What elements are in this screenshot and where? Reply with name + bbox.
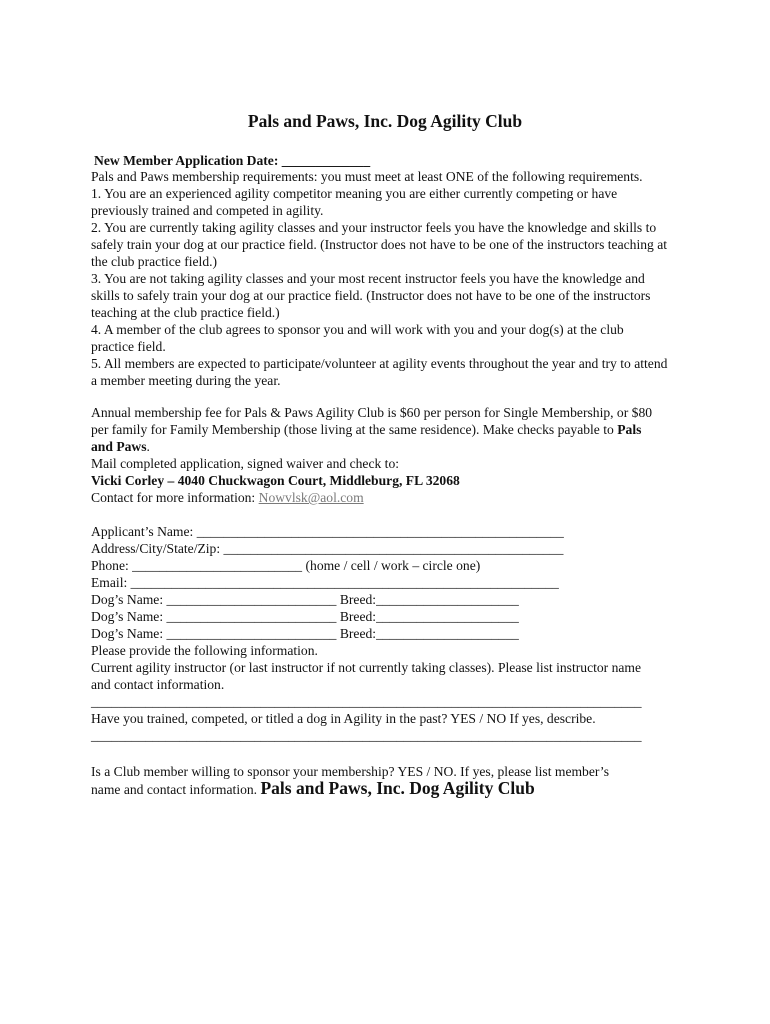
requirement-line: skills to safely train your dog at our practice field. (Instructor does not have to be one of the instructors xyxy=(91,288,651,303)
trained-answer-line[interactable]: _________________________________________________________________________________ xyxy=(91,728,642,743)
breed-field[interactable]: _____________________ xyxy=(376,609,519,624)
requirement-line: 2. You are currently taking agility classes and your instructor feels you have the knowledge and skills to xyxy=(91,220,657,235)
contact-label: Contact for more information: xyxy=(91,490,259,505)
requirement-line: 3. You are not taking agility classes and your most recent instructor feels you have the knowledge and xyxy=(91,271,645,286)
dog-name-label: Dog’s Name: xyxy=(91,609,167,624)
fee-line: Annual membership fee for Pals & Paws Agility Club is $60 per person for Single Membership, or $80 xyxy=(91,405,653,420)
club-name: Pals and Paws, Inc. Dog Agility Club xyxy=(260,778,535,798)
instructor-prompt: Current agility instructor (or last instructor if not currently taking classes). Please list instructor name xyxy=(91,660,642,675)
fee-line xyxy=(91,421,641,438)
fee-line xyxy=(91,438,150,455)
address-field[interactable]: __________________________________________________ xyxy=(223,541,564,556)
requirement-line: the club practice field.) xyxy=(91,254,218,269)
requirement-line: a member meeting during the year. xyxy=(91,373,281,388)
instructor-prompt: and contact information. xyxy=(91,677,225,692)
phone-row xyxy=(91,557,480,574)
breed-label: Breed: xyxy=(336,609,377,624)
page-title: Pals and Paws, Inc. Dog Agility Club xyxy=(247,111,523,131)
contact-line xyxy=(91,489,364,506)
instructor-answer-line[interactable]: _________________________________________________________________________________ xyxy=(91,694,642,709)
dog-name-label: Dog’s Name: xyxy=(91,592,167,607)
dog-row xyxy=(91,625,519,642)
requirement-line: 1. You are an experienced agility competitor meaning you are either currently competing or have xyxy=(91,186,618,201)
dog-row xyxy=(91,608,519,625)
applicant-name-field[interactable]: ______________________________________________________ xyxy=(196,524,564,539)
mail-label: Mail completed application, signed waiver and check to: xyxy=(91,456,400,471)
trained-question: Have you trained, competed, or titled a dog in Agility in the past? YES / NO If yes, describe. xyxy=(91,711,596,726)
address-label: Address/City/State/Zip: xyxy=(91,541,224,556)
requirement-line: practice field. xyxy=(91,339,166,354)
address-row xyxy=(91,540,563,557)
applicant-name-row xyxy=(91,523,564,540)
dog-row xyxy=(91,591,519,608)
application-date-line xyxy=(94,152,370,169)
dog-name-label: Dog’s Name: xyxy=(91,626,167,641)
application-date-label: New Member Application Date: xyxy=(94,153,279,168)
contact-email-link[interactable]: Nowvlsk@aol.com xyxy=(258,490,364,505)
requirement-line: 5. All members are expected to participate/volunteer at agility events throughout the year and try to attend xyxy=(91,356,668,371)
requirement-line: previously trained and competed in agility. xyxy=(91,203,324,218)
phone-field[interactable]: _________________________ xyxy=(132,558,303,573)
requirement-line: safely train your dog at our practice field. (Instructor does not have to be one of the instructors teaching at xyxy=(91,237,668,252)
mail-address: Vicki Corley – 4040 Chuckwagon Court, Middleburg, FL 32068 xyxy=(91,473,460,488)
breed-field[interactable]: _____________________ xyxy=(376,626,519,641)
email-field[interactable]: _______________________________________________________________ xyxy=(130,575,559,590)
provide-info-text: Please provide the following information. xyxy=(91,643,318,658)
requirements-intro: Pals and Paws membership requirements: you must meet at least ONE of the following requirements. xyxy=(91,169,643,184)
email-row xyxy=(91,574,559,591)
breed-label: Breed: xyxy=(336,626,377,641)
phone-type-note: (home / cell / work – circle one) xyxy=(302,558,481,573)
email-label: Email: xyxy=(91,575,131,590)
sponsor-question-line xyxy=(91,780,535,798)
sponsor-question: Is a Club member willing to sponsor your membership? YES / NO. If yes, please list member’s xyxy=(91,764,609,779)
fee-text: per family for Family Membership (those living at the same residence). Make checks payable to xyxy=(91,422,618,437)
applicant-name-label: Applicant’s Name: xyxy=(91,524,197,539)
requirement-line: 4. A member of the club agrees to sponsor you and will work with you and your dog(s) at the club xyxy=(91,322,624,337)
application-date-field[interactable]: _____________ xyxy=(281,153,371,168)
dog-name-field[interactable]: _________________________ xyxy=(166,609,337,624)
breed-field[interactable]: _____________________ xyxy=(376,592,519,607)
dog-name-field[interactable]: _________________________ xyxy=(166,626,337,641)
payee-name: Pals xyxy=(617,422,642,437)
dog-name-field[interactable]: _________________________ xyxy=(166,592,337,607)
fee-period: . xyxy=(146,439,150,454)
payee-name: and Paws xyxy=(91,439,147,454)
requirement-line: teaching at the club practice field.) xyxy=(91,305,280,320)
breed-label: Breed: xyxy=(336,592,377,607)
sponsor-question-text: name and contact information. xyxy=(91,782,261,797)
phone-label: Phone: xyxy=(91,558,133,573)
